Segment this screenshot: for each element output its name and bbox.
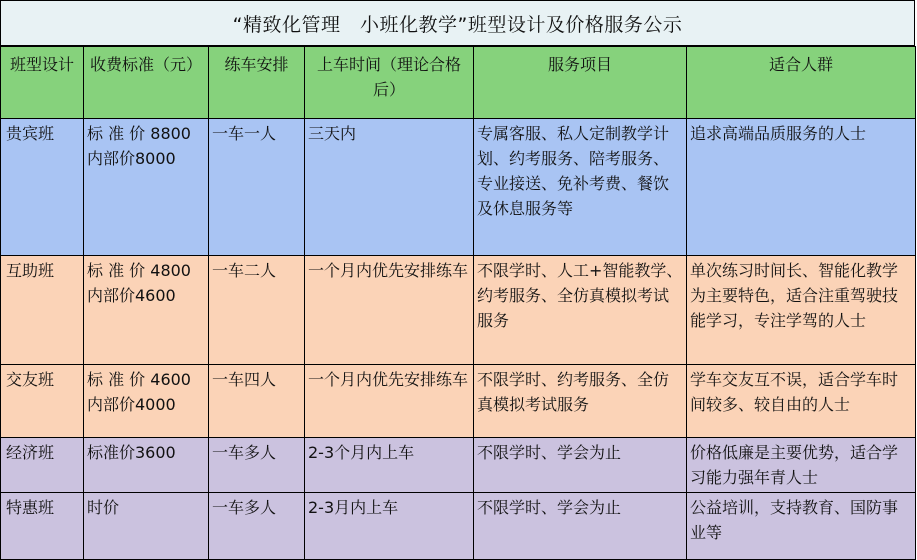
- services: 不限学时、约考服务、全仿真模拟考试服务: [474, 365, 687, 438]
- audience: 追求高端品质服务的人士: [687, 119, 916, 256]
- start-time: 2-3月内上车: [305, 493, 474, 560]
- price-standard: 标 准 价 4800: [87, 261, 191, 280]
- start-time: 三天内: [305, 119, 474, 256]
- table-row: [1, 256, 916, 365]
- header-services: 服务项目: [474, 47, 687, 119]
- services: 不限学时、人工+智能教学、约考服务、全仿真模拟考试服务: [474, 256, 687, 365]
- arrangement: 一车多人: [209, 438, 305, 493]
- price-standard: 时价: [87, 498, 120, 517]
- header-price: 收费标准（元）: [84, 47, 209, 119]
- price-cell: [84, 493, 209, 560]
- price-standard: 标准价3600: [87, 443, 176, 462]
- arrangement: 一车多人: [209, 493, 305, 560]
- price-cell: [84, 365, 209, 438]
- table-row: [1, 119, 916, 256]
- services: 专属客服、私人定制教学计划、约考服务、陪考服务、专业接送、免补考费、餐饮及休息服务等: [474, 119, 687, 256]
- price-standard: 标 准 价 4600: [87, 370, 191, 389]
- class-name: 互助班: [1, 256, 84, 365]
- start-time: 一个月内优先安排练车: [305, 256, 474, 365]
- price-standard: 标 准 价 8800: [87, 124, 191, 143]
- class-name: 交友班: [1, 365, 84, 438]
- table-title: “精致化管理 小班化教学”班型设计及价格服务公示: [0, 0, 915, 46]
- header-class: 班型设计: [1, 47, 84, 119]
- table-row: [1, 365, 916, 438]
- price-table: [0, 46, 916, 560]
- price-cell: [84, 119, 209, 256]
- audience: 价格低廉是主要优势，适合学习能力强年青人士: [687, 438, 916, 493]
- price-internal: 内部价4600: [87, 286, 176, 305]
- price-internal: 内部价8000: [87, 149, 176, 168]
- header-arrangement: 练车安排: [209, 47, 305, 119]
- price-cell: [84, 438, 209, 493]
- class-name: 贵宾班: [1, 119, 84, 256]
- header-audience: 适合人群: [687, 47, 916, 119]
- class-name: 经济班: [1, 438, 84, 493]
- table-row: [1, 493, 916, 560]
- arrangement: 一车四人: [209, 365, 305, 438]
- price-cell: [84, 256, 209, 365]
- header-row: [1, 47, 916, 119]
- audience: 学车交友互不误，适合学车时间较多、较自由的人士: [687, 365, 916, 438]
- price-internal: 内部价4000: [87, 395, 176, 414]
- audience: 公益培训，支持教育、国防事业等: [687, 493, 916, 560]
- services: 不限学时、学会为止: [474, 493, 687, 560]
- header-time: 上车时间（理论合格后）: [305, 47, 474, 119]
- audience: 单次练习时间长、智能化教学为主要特色，适合注重驾驶技能学习，专注学驾的人士: [687, 256, 916, 365]
- arrangement: 一车二人: [209, 256, 305, 365]
- arrangement: 一车一人: [209, 119, 305, 256]
- class-name: 特惠班: [1, 493, 84, 560]
- start-time: 一个月内优先安排练车: [305, 365, 474, 438]
- services: 不限学时、学会为止: [474, 438, 687, 493]
- start-time: 2-3个月内上车: [305, 438, 474, 493]
- table-row: [1, 438, 916, 493]
